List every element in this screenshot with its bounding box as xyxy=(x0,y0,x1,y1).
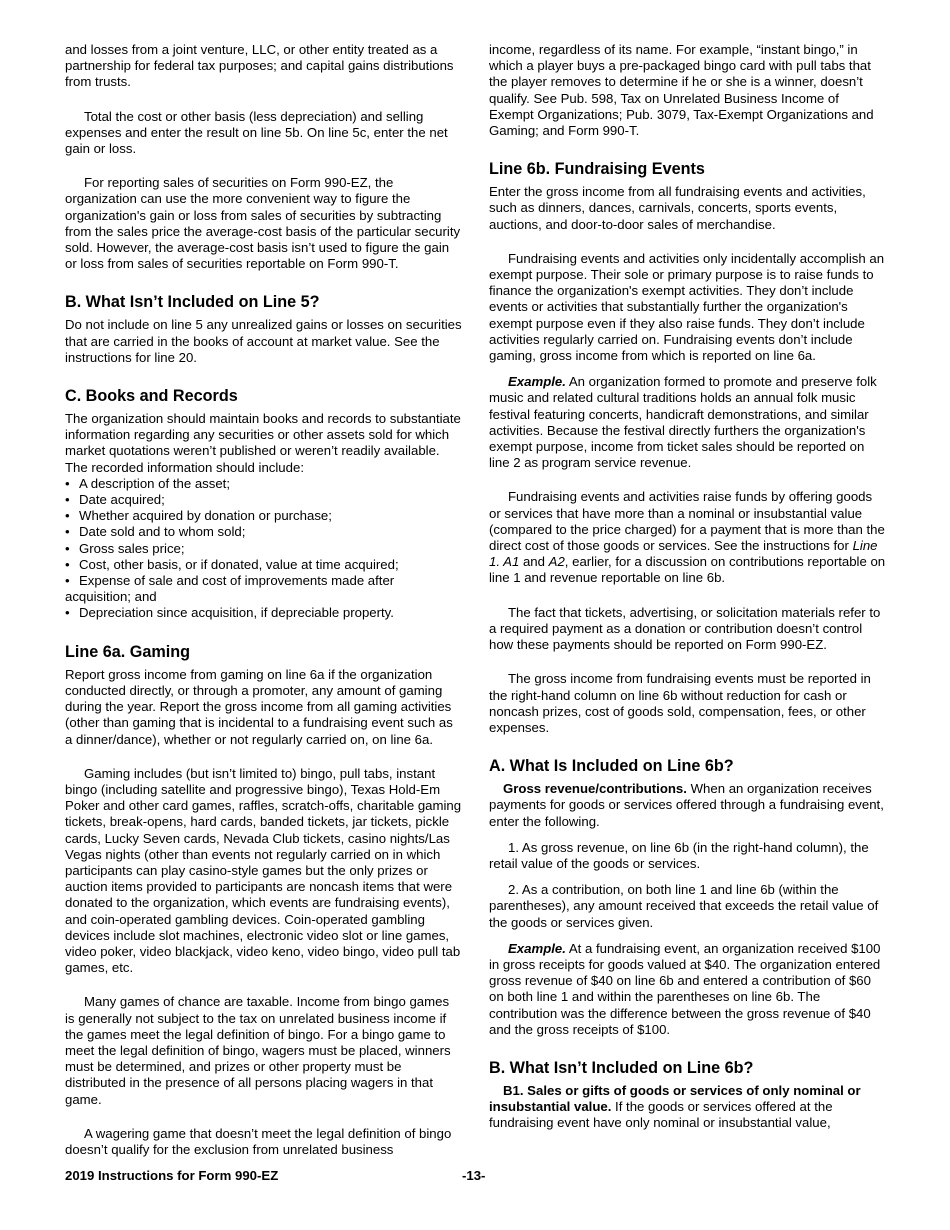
numbered-item: 1. As gross revenue, on line 6b (in the right-hand column), the retail value of the goods or services. xyxy=(489,839,869,871)
list-item: • Gross sales price; xyxy=(65,540,185,556)
term-label: B1. Sales or gifts of goods or services of only nominal or insubstantial value. xyxy=(489,1082,861,1115)
paragraph: B1. Sales or gifts of goods or services of only nominal or insubstantial value. If the goods or services offered at the fundraising event have only nominal or insubstantial value, xyxy=(489,1082,861,1131)
right-column xyxy=(489,42,886,1132)
list-item: • Date sold and to whom sold; xyxy=(65,524,246,540)
list-item: • Depreciation since acquisition, if depreciable property. xyxy=(65,605,394,621)
paragraph: and losses from a joint venture, LLC, or other entity treated as a partnership for federal tax purposes; and capital gains distributions from trusts. xyxy=(65,42,454,90)
section-heading: B. What Isn’t Included on Line 6b? xyxy=(489,1058,754,1077)
paragraph: The organization should maintain books and records to substantiate information regarding any securities or other assets sold for which market quotations weren’t published or weren’t readily available. The recorded information should include: xyxy=(65,411,461,475)
paragraph: The fact that tickets, advertising, or solicitation materials refer to a required payment as a donation or contribution doesn’t control how these payments should be reported on Form 990-EZ. xyxy=(489,604,881,653)
paragraph: The gross income from fundraising events must be reported in the right-hand column on line 6b without reduction for cash or noncash prizes, cost of goods sold, compensation, fees, or other expenses. xyxy=(489,671,871,735)
example-label: Example. xyxy=(508,374,566,390)
footer-title: 2019 Instructions for Form 990-EZ xyxy=(65,1168,279,1183)
numbered-item: 2. As a contribution, on both line 1 and line 6b (within the parentheses), any amount received that exceeds the retail value of the goods or services given. xyxy=(489,882,879,930)
list-item: • A description of the asset; xyxy=(65,475,231,491)
paragraph: For reporting sales of securities on Form 990-EZ, the organization can use the more convenient way to figure the organization's gain or loss from sales of securities by subtracting from the sales price the average-cost basis of the particular security sold. However, the average-cost basis isn’t used to figure the gain or loss from sales of securities reportable on Form 990-T. xyxy=(65,175,461,272)
list-item: • Cost, other basis, or if donated, value at time acquired; xyxy=(65,556,399,572)
section-heading: C. Books and Records xyxy=(65,387,238,406)
list-item: • Expense of sale and cost of improvements made after acquisition; and xyxy=(65,573,395,605)
paragraph: Total the cost or other basis (less depreciation) and selling expenses and enter the result on line 5b. On line 5c, enter the net gain or loss. xyxy=(65,108,448,157)
paragraph: Do not include on line 5 any unrealized gains or losses on securities that are carried in the books of account at market value. See the instructions for line 20. xyxy=(65,317,462,365)
list-item: • Whether acquired by donation or purchase; xyxy=(65,508,332,524)
page-number: -13- xyxy=(462,1168,486,1183)
paragraph: Fundraising events and activities raise funds by offering goods or services that have more than a nominal or insubstantial value (compared to the price charged) for a payment that is more than the direct cost of those goods or services. See the instructions for Line 1. A1 and A2, earlier, for a discussion on contributions reportable on line 1 and revenue reportable on line 6b. xyxy=(489,489,886,586)
paragraph: Report gross income from gaming on line 6a if the organization conducted directly, or through a promoter, any amount of gaming during the year. Report the gross income from all gaming activities (other than gaming that is incidental to a fundraising event such as a dinner/dance), whether or not regularly carried on, on line 6a. xyxy=(65,666,453,747)
paragraph: Fundraising events and activities only incidentally accomplish an exempt purpose. Their sole or primary purpose is to raise funds to finance the organization's exempt activities. They don’t include events or activities that substantially further the organization's exempt purpose even if they also raise funds. They don’t include activities regularly carried on. Fundraising events don’t include gaming, gross income from which is reported on line 6a. xyxy=(489,250,885,364)
paragraph: income, regardless of its name. For example, “instant bingo,” in which a player buys a pre-packaged bingo card with pull tabs that the player removes to determine if he or she is a winner, doesn’t qualify. See Pub. 598, Tax on Unrelated Business Income of Exempt Organizations; Pub. 3079, Tax-Exempt Organizations and Gaming; and Form 990-T. xyxy=(489,42,874,139)
paragraph: Gross revenue/contributions. When an organization receives payments for goods or services offered through a fundraising event, enter the following. xyxy=(489,781,884,829)
section-heading: Line 6a. Gaming xyxy=(65,642,191,661)
section-heading: Line 6b. Fundraising Events xyxy=(489,160,705,179)
paragraph: Gaming includes (but isn’t limited to) bingo, pull tabs, instant bingo (including satellite and progressive bingo), Texas Hold-Em Poker and other card games, raffles, scratch-offs, charitable gaming tickets, break-opens, hard cards, banded tickets, jar tickets, pickle cards, Lucky Seven cards, Nevada Club tickets, casino nights/Las Vegas nights (other than events not regularly carried on in which participants can play casino-style games but the only prizes or auction items provided to participants are noncash items that were donated to the organization, which events are fundraising events), and coin-operated gambling devices. Coin-operated gambling devices include slot machines, electronic video slot or line games, video poker, video blackjack, video keno, video bingo, video pull tab games, etc. xyxy=(65,765,462,976)
paragraph: Many games of chance are taxable. Income from bingo games is generally not subject to the tax on unrelated business income if the games meet the legal definition of bingo. For a bingo game to meet the legal definition of bingo, wagers must be placed, winners must be determined, and prizes or other property must be distributed in the presence of all persons placing wagers in that game. xyxy=(65,994,451,1107)
paragraph: Enter the gross income from all fundraising events and activities, such as dinners, dances, carnivals, concerts, sports events, auctions, and door-to-door sales of merchandise. xyxy=(489,184,866,232)
example-paragraph: Example. An organization formed to promote and preserve folk music and related cultural traditions holds an annual folk music festival featuring concerts, handicraft demonstrations, and similar activities. Because the festival directly furthers the organization's exempt purpose, income from ticket sales should be reported on line 2 as program service revenue. xyxy=(489,374,877,471)
paragraph: A wagering game that doesn’t meet the legal definition of bingo doesn’t qualify for the exclusion from unrelated business xyxy=(65,1125,452,1157)
list-item: • Date acquired; xyxy=(65,492,165,508)
left-column xyxy=(65,42,462,1158)
section-heading: A. What Is Included on Line 6b? xyxy=(489,757,734,776)
section-heading: B. What Isn’t Included on Line 5? xyxy=(65,293,320,312)
example-paragraph: Example. At a fundraising event, an organization received $100 in gross receipts for goods valued at $40. The organization entered gross revenue of $40 on line 6b and entered a contribution of $60 on both line 1 and within the parentheses on line 6b. The contribution was the difference between the gross revenue of $40 and the gross receipts of $100. xyxy=(489,940,881,1037)
bullet-list xyxy=(65,476,462,622)
term-label: Gross revenue/contributions. xyxy=(503,781,687,797)
example-label: Example. xyxy=(508,940,566,956)
